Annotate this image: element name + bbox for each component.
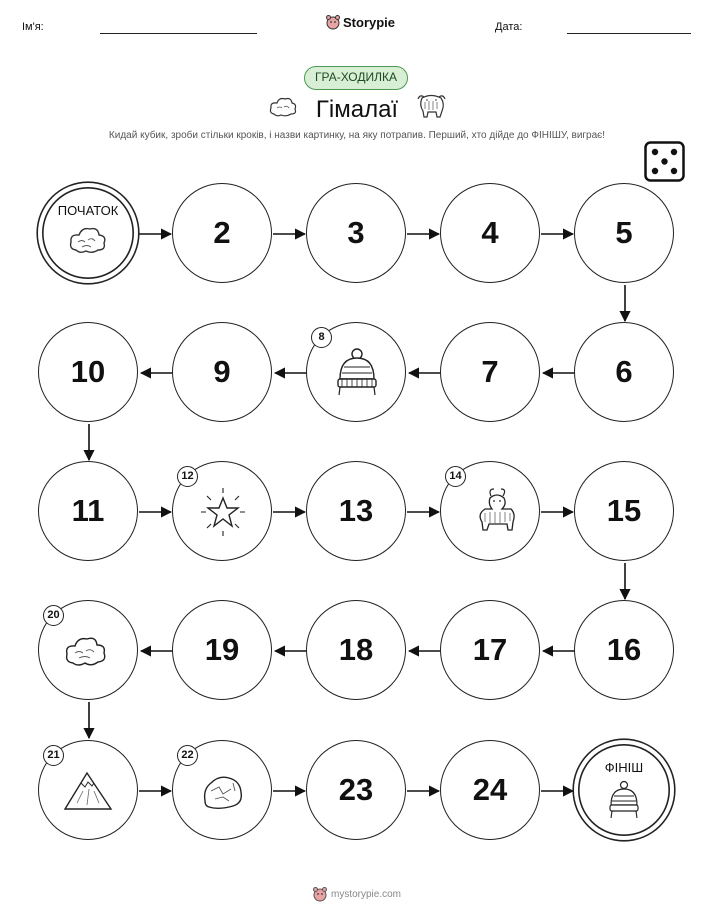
board-cell-8[interactable] [306, 322, 406, 422]
board-cell-22[interactable] [172, 740, 272, 840]
board-cell-11[interactable] [38, 461, 138, 561]
board-cell-16[interactable] [574, 600, 674, 700]
rock-icon [193, 761, 253, 821]
star-icon [193, 482, 253, 542]
board-cell-19[interactable] [172, 600, 272, 700]
board-cell-20[interactable] [38, 600, 138, 700]
beanie-hat-icon [604, 780, 644, 822]
cell-number: 4 [481, 215, 499, 250]
mountain-icon [59, 761, 119, 821]
board-cell-10[interactable] [38, 322, 138, 422]
board-cell-15[interactable] [574, 461, 674, 561]
cell-number: 18 [338, 632, 374, 667]
cell-number: 3 [347, 215, 365, 250]
board-cell-24[interactable] [440, 740, 540, 840]
page-title: Гімалаї [315, 96, 399, 123]
footer [0, 886, 714, 902]
cloud-icon [59, 621, 119, 681]
cell-number: 23 [338, 772, 374, 807]
cell-number: 24 [472, 772, 508, 807]
board-cell-17[interactable] [440, 600, 540, 700]
cell-number-tag: 8 [311, 327, 332, 348]
beanie-hat-icon [327, 343, 387, 403]
board-cell-18[interactable] [306, 600, 406, 700]
date-label: Дата: [495, 21, 523, 33]
board-cell-21[interactable] [38, 740, 138, 840]
cell-number: 9 [213, 354, 231, 389]
name-label: Ім'я: [22, 21, 44, 33]
board-cell-13[interactable] [306, 461, 406, 561]
cell-number: 2 [213, 215, 231, 250]
cell-number-tag: 21 [43, 745, 64, 766]
cell-number: 11 [71, 493, 105, 528]
instructions-text: Кидай кубик, зроби стільки кроків, і назви картинку, на яку потрапив. Перший, хто дійде до ФІНІШУ, виграє! [108, 130, 606, 141]
board-cell-start[interactable] [38, 183, 138, 283]
cloud-icon [68, 223, 108, 257]
brand-name: Storypie [343, 14, 396, 30]
board-cell-9[interactable] [172, 322, 272, 422]
board-cell-2[interactable] [172, 183, 272, 283]
yak-icon [461, 482, 521, 542]
board-cell-5[interactable] [574, 183, 674, 283]
cell-number: 15 [606, 493, 642, 528]
board-cell-3[interactable] [306, 183, 406, 283]
start-label: ПОЧАТОК [57, 203, 119, 218]
game-type-badge: ГРА-ХОДИЛКА [304, 66, 408, 90]
cell-number: 10 [70, 354, 106, 389]
cell-number: 5 [615, 215, 633, 250]
board-cell-7[interactable] [440, 322, 540, 422]
board-cell-23[interactable] [306, 740, 406, 840]
board-cell-4[interactable] [440, 183, 540, 283]
board-cell-finish[interactable] [574, 740, 674, 840]
board-cell-14[interactable] [440, 461, 540, 561]
cell-number: 19 [204, 632, 240, 667]
cell-number: 6 [615, 354, 633, 389]
cell-number-tag: 12 [177, 466, 198, 487]
cell-number: 16 [606, 632, 642, 667]
cell-number-tag: 20 [43, 605, 64, 626]
board-cell-12[interactable] [172, 461, 272, 561]
finish-label: ФІНІШ [604, 760, 644, 775]
cell-number: 7 [481, 354, 499, 389]
board-cell-6[interactable] [574, 322, 674, 422]
footer-url[interactable]: mystorypie.com [330, 888, 401, 900]
cell-number: 13 [338, 493, 374, 528]
cell-number-tag: 14 [445, 466, 466, 487]
cell-number: 17 [472, 632, 508, 667]
bear-logo-icon [313, 886, 327, 902]
cell-number-tag: 22 [177, 745, 198, 766]
